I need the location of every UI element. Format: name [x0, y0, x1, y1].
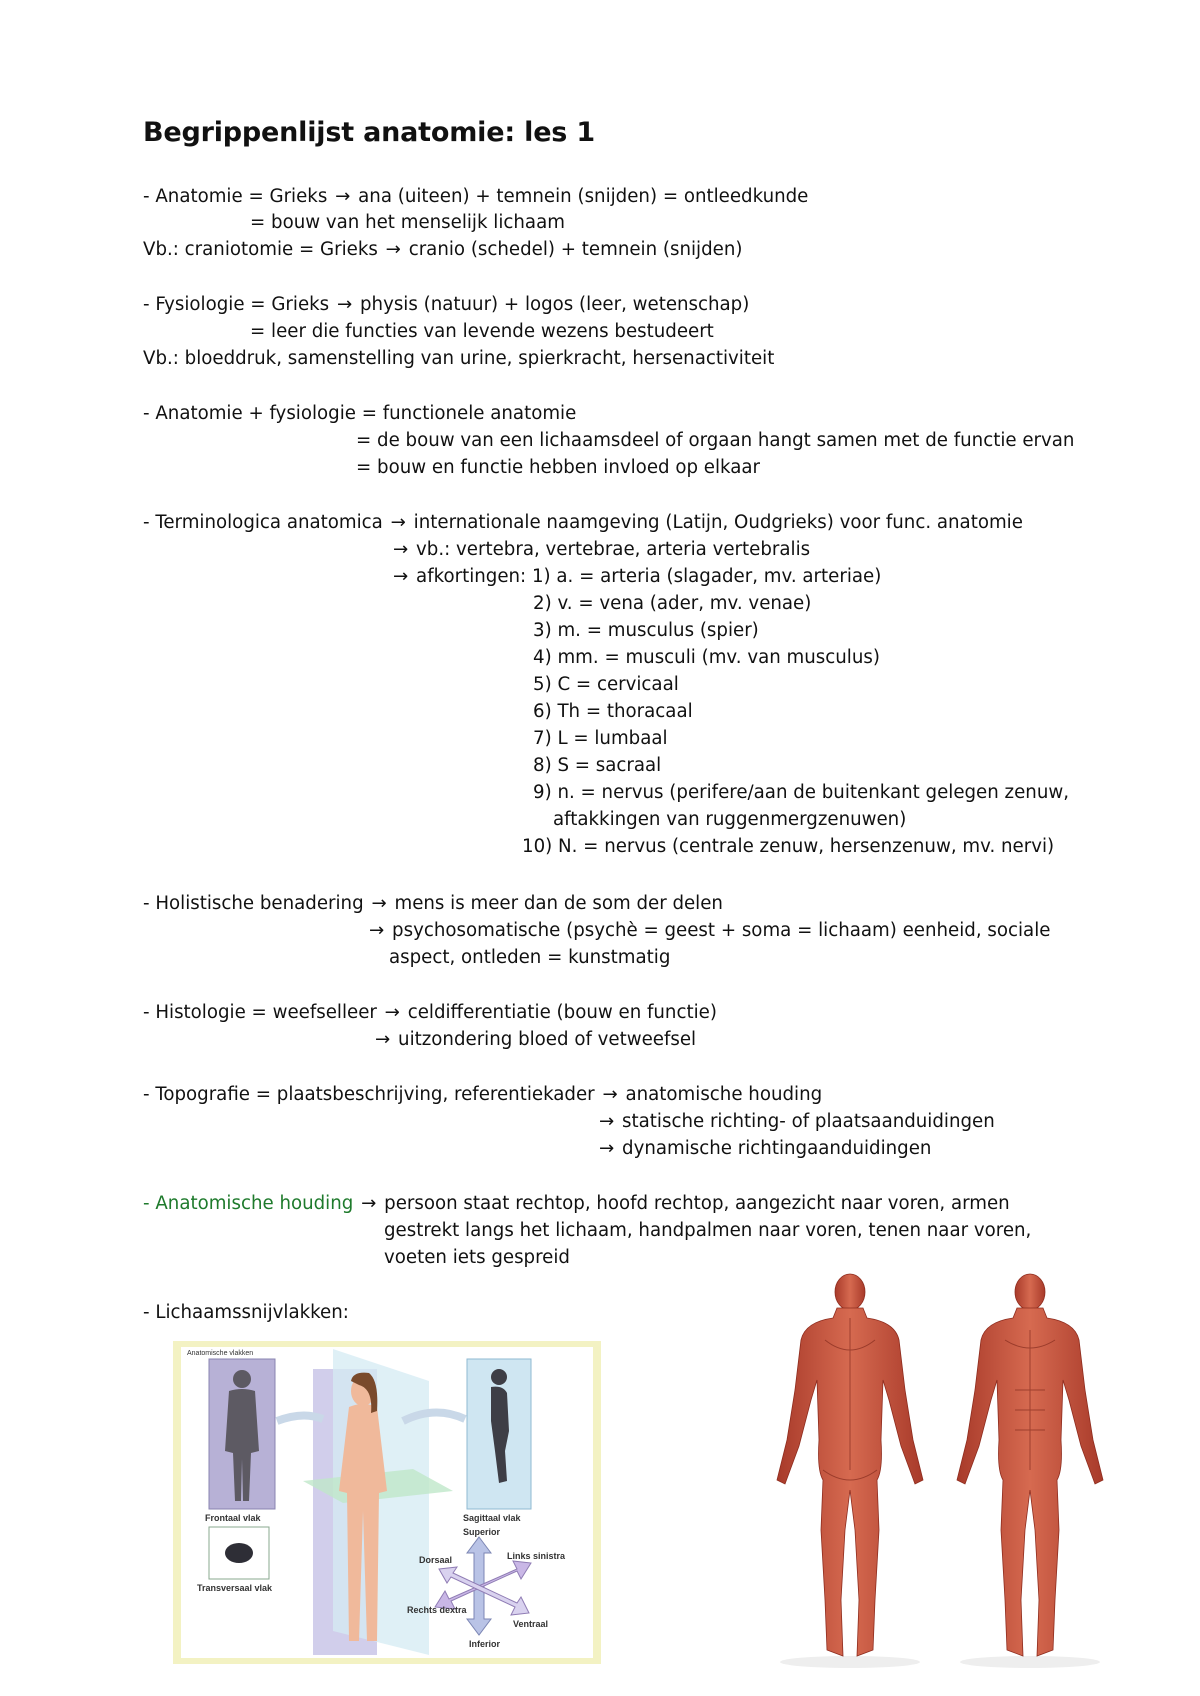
arrow-icon: →	[599, 1138, 615, 1159]
holistisch-line-3: aspect, ontleden = kunstmatig	[389, 947, 671, 968]
histologie-exception: uitzondering bloed of vetweefsel	[398, 1029, 697, 1050]
shadow-left	[780, 1656, 920, 1668]
histologie-line-2	[373, 1029, 696, 1051]
transverse-section-icon	[225, 1543, 253, 1563]
houding-line-3: voeten iets gespreid	[384, 1247, 570, 1268]
sagittal-plane-label: Sagittaal vlak	[463, 1513, 521, 1523]
functioneel-line-3: = bouw en functie hebben invloed op elkaar	[356, 457, 761, 478]
topografie-line-3	[597, 1138, 931, 1160]
anatomical-planes-figure	[173, 1341, 601, 1664]
arrow-icon: →	[390, 512, 406, 533]
holistisch-term: - Holistische benadering	[143, 893, 364, 914]
ventraal-label: Ventraal	[513, 1619, 549, 1629]
arrow-icon: →	[393, 539, 409, 560]
abbreviation-item: 3) m. = musculus (spier)	[533, 620, 759, 641]
histologie-term: - Histologie = weefselleer	[143, 1002, 377, 1023]
anatomie-term: - Anatomie = Grieks	[143, 186, 328, 207]
dorsaal-label: Dorsaal	[419, 1555, 453, 1565]
inferior-label: Inferior	[469, 1639, 501, 1649]
arrow-icon: →	[361, 1193, 377, 1214]
topografie-term: - Topografie = plaatsbeschrijving, referentiekader	[143, 1084, 595, 1105]
page-title: Begrippenlijst anatomie: les 1	[143, 117, 595, 148]
anatomie-definition: ana (uiteen) + temnein (snijden) = ontleedkunde	[358, 186, 809, 207]
anatomie-example	[143, 239, 742, 261]
histologie-line-1	[143, 1002, 717, 1024]
arrow-icon: →	[602, 1084, 618, 1105]
abbreviation-item: 2) v. = vena (ader, mv. venae)	[533, 593, 812, 614]
abbreviation-item-1: afkortingen: 1) a. = arteria (slagader, mv. arteriae)	[416, 566, 882, 587]
fysiologie-example: Vb.: bloeddruk, samenstelling van urine, spierkracht, hersenactiviteit	[143, 348, 775, 369]
functioneel-line-2: = de bouw van een lichaamsdeel of orgaan hangt samen met de functie ervan	[356, 430, 1075, 451]
abbreviation-item: 10) N. = nervus (centrale zenuw, hersenzenuw, mv. nervi)	[522, 836, 1055, 857]
muscle-anatomy-illustration	[755, 1270, 1135, 1670]
abbreviation-item: 6) Th = thoracaal	[533, 701, 693, 722]
terminologica-term: - Terminologica anatomica	[143, 512, 383, 533]
arrow-icon: →	[599, 1111, 615, 1132]
houding-line-2: gestrekt langs het lichaam, handpalmen naar voren, tenen naar voren,	[384, 1220, 1032, 1241]
terminologica-line-1	[143, 512, 1023, 534]
abbreviation-item: 5) C = cervicaal	[533, 674, 679, 695]
abbreviation-item: 8) S = sacraal	[533, 755, 662, 776]
anatomie-line-2: = bouw van het menselijk lichaam	[250, 212, 565, 233]
arrow-icon: →	[393, 566, 409, 587]
muscle-anatomy-figure	[755, 1270, 1135, 1670]
snijvlakken-heading: - Lichaamssnijvlakken:	[143, 1302, 349, 1323]
example-term: Vb.: craniotomie = Grieks	[143, 239, 378, 260]
abbreviation-item: 7) L = lumbaal	[533, 728, 668, 749]
frontal-plane-label: Frontaal vlak	[205, 1513, 261, 1523]
arrow-icon: →	[375, 1029, 391, 1050]
terminologica-line-3	[391, 566, 881, 588]
terminologica-example: vb.: vertebra, vertebrae, arteria vertebralis	[416, 539, 811, 560]
histologie-definition: celdifferentiatie (bouw en functie)	[407, 1002, 717, 1023]
arrow-icon: →	[371, 893, 387, 914]
fysiologie-term: - Fysiologie = Grieks	[143, 294, 330, 315]
topografie-item-3: dynamische richtingaanduidingen	[622, 1138, 932, 1159]
arrow-icon: →	[385, 239, 401, 260]
holistisch-definition-2: psychosomatische (psychè = geest + soma = lichaam) eenheid, sociale	[392, 920, 1051, 941]
rechts-label: Rechts dextra	[407, 1605, 467, 1615]
holistisch-definition: mens is meer dan de som der delen	[394, 893, 723, 914]
abbreviation-item: 4) mm. = musculi (mv. van musculus)	[533, 647, 880, 668]
figure-caption: Anatomische vlakken	[187, 1350, 254, 1357]
topografie-item-2: statische richting- of plaatsaanduidingen	[622, 1111, 995, 1132]
arrow-icon: →	[336, 294, 353, 315]
abbreviation-item-continued: aftakkingen van ruggenmergzenuwen)	[553, 809, 907, 830]
holistisch-line-2	[367, 920, 1050, 942]
arrow-icon: →	[335, 186, 351, 207]
fysiologie-line-2: = leer die functies van levende wezens bestudeert	[250, 321, 714, 342]
links-label: Links sinistra	[507, 1551, 566, 1561]
topografie-item-1: anatomische houding	[625, 1084, 823, 1105]
functioneel-line-1: - Anatomie + fysiologie = functionele anatomie	[143, 403, 577, 424]
terminologica-definition: internationale naamgeving (Latijn, Oudgrieks) voor func. anatomie	[413, 512, 1023, 533]
fysiologie-definition: physis (natuur) + logos (leer, wetenschap)	[360, 294, 750, 315]
houding-definition: persoon staat rechtop, hoofd rechtop, aangezicht naar voren, armen	[384, 1193, 1010, 1214]
anatomical-planes-illustration	[173, 1341, 601, 1664]
topografie-line-1	[143, 1084, 822, 1106]
holistisch-line-1	[143, 893, 723, 915]
houding-term: - Anatomische houding	[143, 1193, 354, 1214]
example-definition: cranio (schedel) + temnein (snijden)	[408, 239, 743, 260]
houding-line-1	[143, 1193, 1010, 1215]
shadow-right	[960, 1656, 1100, 1668]
terminologica-line-2	[391, 539, 810, 561]
fysiologie-line-1	[143, 294, 749, 316]
abbreviation-item: 9) n. = nervus (perifere/aan de buitenkant gelegen zenuw,	[533, 782, 1069, 803]
superior-label: Superior	[463, 1527, 501, 1537]
anatomie-line-1	[143, 186, 808, 208]
arrow-icon: →	[369, 920, 385, 941]
transverse-plane-label: Transversaal vlak	[197, 1583, 273, 1593]
arrow-icon: →	[384, 1002, 400, 1023]
topografie-line-2	[597, 1111, 995, 1133]
